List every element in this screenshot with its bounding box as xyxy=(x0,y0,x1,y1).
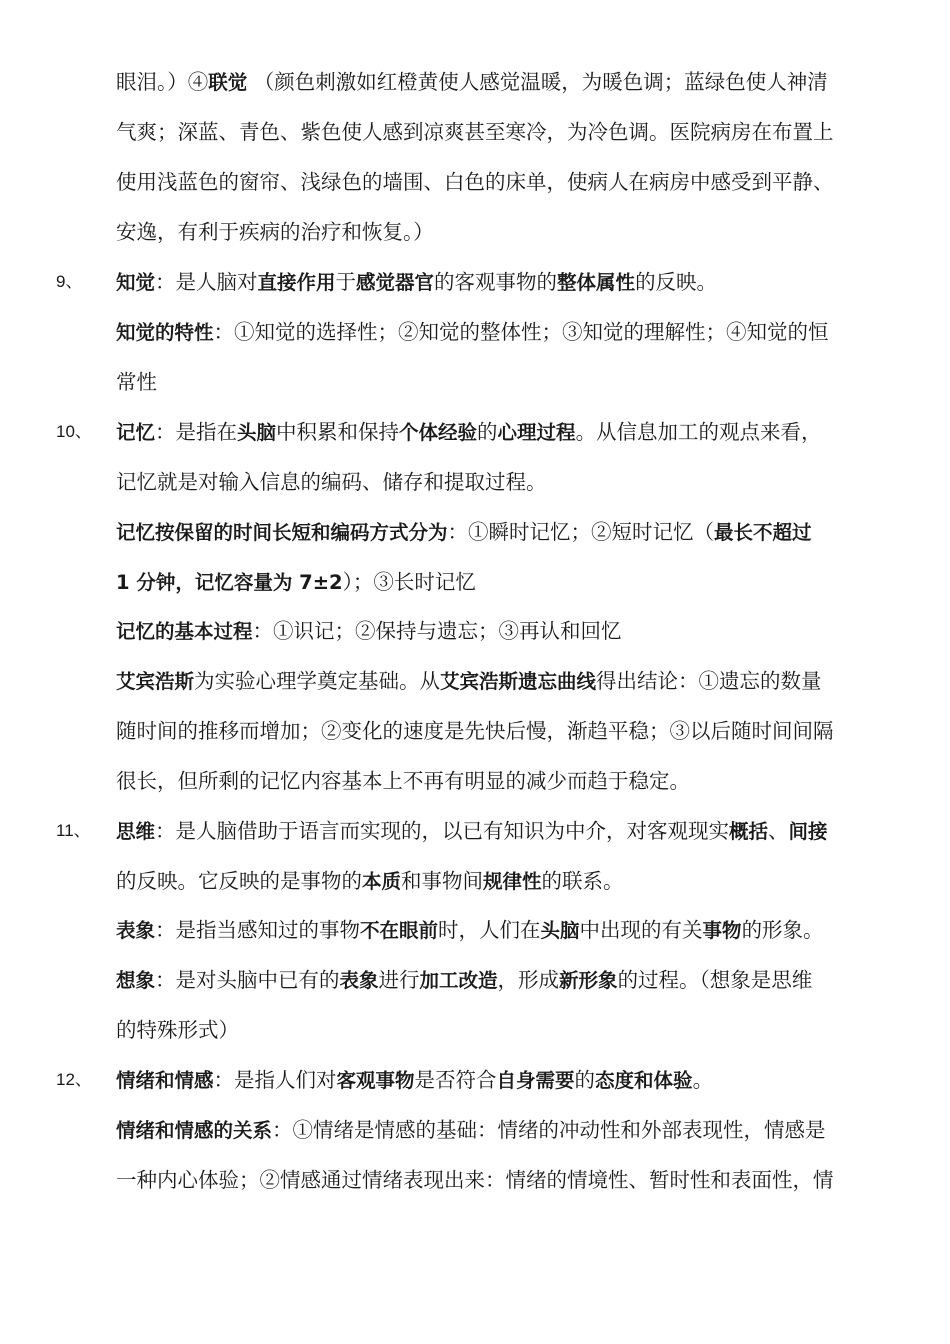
text-run: （颜色刺激如红橙黄使人感觉温暖，为暖色调；蓝绿色使人神清 xyxy=(247,70,828,94)
item-number: 11、 xyxy=(56,821,91,840)
text-line xyxy=(116,318,896,347)
text-run: 的 xyxy=(477,420,498,444)
text-line xyxy=(116,268,896,297)
text-line xyxy=(116,1166,896,1194)
text-line xyxy=(116,368,896,396)
text-run: 记忆就是对输入信息的编码、储存和提取过程。 xyxy=(116,470,547,494)
text-run: ：①瞬时记忆；②短时记忆（ xyxy=(447,520,715,544)
text-line xyxy=(116,1116,896,1145)
text-run: 中积累和保持 xyxy=(276,420,400,444)
text-run: 的客观事物的 xyxy=(434,270,558,294)
bold-term: 自身需要 xyxy=(496,1069,575,1092)
text-run: 为实验心理学奠定基础。从 xyxy=(194,669,441,693)
bold-term: 新形象 xyxy=(559,969,618,992)
text-run: ：是人脑对 xyxy=(155,270,258,294)
bold-term: 1 分钟，记忆容量为 7±2 xyxy=(116,571,343,594)
bold-term: 客观事物 xyxy=(336,1069,415,1092)
text-line xyxy=(116,717,896,745)
bold-term: 头脑 xyxy=(540,919,580,942)
text-line xyxy=(116,617,896,646)
bold-term: 记忆按保留的时间长短和编码方式分为 xyxy=(116,521,448,544)
text-run: 常性 xyxy=(116,370,157,394)
text-run: ）；③长时记忆 xyxy=(342,570,476,594)
text-run: 于 xyxy=(335,270,357,294)
text-run: 中出现的有关 xyxy=(579,918,703,942)
text-line xyxy=(116,916,896,945)
bold-term: 心理过程 xyxy=(497,421,576,444)
bold-term: 艾宾浩斯 xyxy=(116,670,195,693)
bold-term: 记忆 xyxy=(116,421,156,444)
text-run: 进行 xyxy=(378,968,420,992)
text-line xyxy=(116,68,896,97)
bold-term: 感觉器官 xyxy=(356,271,435,294)
text-line xyxy=(116,817,896,846)
bold-term: 规律性 xyxy=(483,870,542,893)
text-run: ：是指人们对 xyxy=(213,1068,337,1092)
item-number: 9、 xyxy=(56,272,83,291)
bold-term: 知觉的特性 xyxy=(116,321,214,344)
bold-term: 直接作用 xyxy=(257,271,336,294)
text-line xyxy=(116,1066,896,1095)
text-run: 。 xyxy=(692,1068,714,1092)
text-run: 很长，但所剩的记忆内容基本上不再有明显的减少而趋于稳定。 xyxy=(116,769,690,793)
text-run: 的反映。 xyxy=(635,270,718,294)
text-line xyxy=(116,667,896,696)
text-line xyxy=(116,118,896,146)
text-run: 随时间的推移而增加；②变化的速度是先快后慢，渐趋平稳；③以后随时间间隔 xyxy=(116,719,834,743)
text-run: 和事物间 xyxy=(401,869,484,893)
text-run: 、 xyxy=(768,819,789,843)
bold-term: 整体属性 xyxy=(557,271,636,294)
bold-term: 情绪和情感的关系 xyxy=(116,1119,273,1142)
text-run: 的特殊形式） xyxy=(116,1018,239,1042)
bold-term: 加工改造 xyxy=(419,969,498,992)
text-line xyxy=(116,518,896,547)
item-number: 12、 xyxy=(56,1070,92,1089)
text-run: 。从信息加工的观点来看， xyxy=(575,420,822,444)
bold-term: 个体经验 xyxy=(399,421,478,444)
bold-term: 态度和体验 xyxy=(595,1069,693,1092)
text-line xyxy=(116,867,896,896)
text-run: 一种内心体验；②情感通过情绪表现出来：情绪的情境性、暂时性和表面性，情 xyxy=(116,1168,834,1192)
text-line xyxy=(116,966,896,995)
text-line xyxy=(116,568,896,597)
bold-term: 不在眼前 xyxy=(360,919,439,942)
text-run: ：①情绪是情感的基础：情绪的冲动性和外部表现性，情感是 xyxy=(272,1118,826,1142)
bold-term: 思维 xyxy=(116,820,156,843)
text-line xyxy=(116,168,896,196)
bold-term: 事物 xyxy=(702,919,742,942)
text-run: 时，人们在 xyxy=(438,918,541,942)
text-run: 的形象。 xyxy=(741,918,824,942)
bold-term: 最长不超过 xyxy=(714,521,812,544)
text-run: 眼泪。）④ xyxy=(116,70,209,94)
text-line xyxy=(116,418,896,447)
text-line xyxy=(116,468,896,496)
bold-term: 本质 xyxy=(362,870,402,893)
bold-term: 情绪和情感 xyxy=(116,1069,214,1092)
item-number: 10、 xyxy=(56,422,92,441)
text-run: 的联系。 xyxy=(541,869,624,893)
text-run: 得出结论：①遗忘的数量 xyxy=(596,669,822,693)
text-line xyxy=(116,1016,896,1044)
bold-term: 概括 xyxy=(729,820,769,843)
text-run: 的反映。它反映的是事物的 xyxy=(116,869,362,893)
text-run: 的过程。（想象是思维 xyxy=(617,968,813,992)
text-run: 气爽；深蓝、青色、紫色使人感到凉爽甚至寒冷，为冷色调。医院病房在布置上 xyxy=(116,120,834,144)
bold-term: 记忆的基本过程 xyxy=(116,620,253,643)
bold-term: 艾宾浩斯遗忘曲线 xyxy=(440,670,597,693)
bold-term: 表象 xyxy=(339,969,379,992)
text-run: 安逸，有利于疾病的治疗和恢复。） xyxy=(116,220,434,244)
text-run: ：是指在 xyxy=(155,420,238,444)
bold-term: 头脑 xyxy=(237,421,277,444)
bold-term: 联觉 xyxy=(208,71,248,94)
bold-term: 知觉 xyxy=(116,271,156,294)
bold-term: 间接 xyxy=(788,820,828,843)
text-run: 使用浅蓝色的窗帘、浅绿色的墙围、白色的床单，使病人在病房中感受到平静、 xyxy=(116,170,834,194)
text-run: ：是指当感知过的事物 xyxy=(155,918,361,942)
text-run: 是否符合 xyxy=(414,1068,497,1092)
text-line xyxy=(116,767,896,795)
text-run: 的 xyxy=(574,1068,596,1092)
text-run: ：①知觉的选择性；②知觉的整体性；③知觉的理解性；④知觉的恒 xyxy=(213,320,829,344)
text-line xyxy=(116,218,896,246)
text-run: ：是对头脑中已有的 xyxy=(155,968,340,992)
text-run: ，形成 xyxy=(497,968,560,992)
text-run: ：①识记；②保持与遗忘；③再认和回忆 xyxy=(252,619,622,643)
text-run: ：是人脑借助于语言而实现的，以已有知识为中介，对客观现实 xyxy=(155,819,730,843)
bold-term: 表象 xyxy=(116,919,156,942)
bold-term: 想象 xyxy=(116,969,156,992)
